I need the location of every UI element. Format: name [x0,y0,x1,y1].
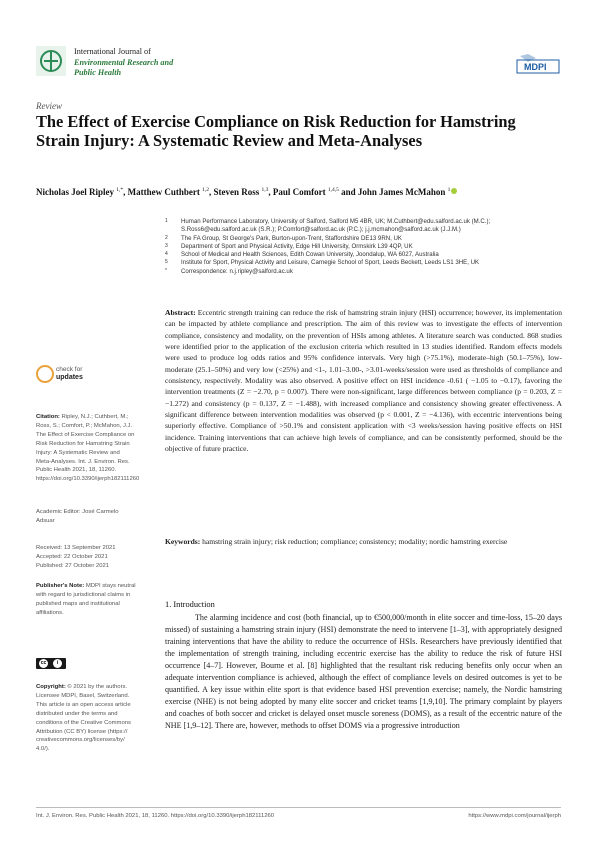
copyright-label: Copyright: [36,684,66,690]
affiliation-number: 4 [165,251,168,258]
author-name[interactable]: Steven Ross [213,187,260,197]
author-separator: , [209,187,212,197]
publisher-note [36,582,136,618]
journal-logo [36,46,66,76]
article-type: Review [36,101,62,111]
publisher-note-text: MDPI stays neutral with regard to jurisdictional claims in published maps and institutional affiliations. [36,583,136,616]
author-sup: 1,2 [202,187,209,193]
footer-divider [36,807,561,808]
article-title: The Effect of Exercise Compliance on Risk Reduction for Hamstring Strain Injury: A Systematic Review and Meta-Analyses [36,112,516,150]
affiliation-text: The FA Group, St George's Park, Burton-upon-Trent, Staffordshire DE13 9RN, UK [181,234,402,242]
published-date: Published: 27 October 2021 [36,562,110,569]
author-name[interactable]: Matthew Cuthbert [127,187,200,197]
check-updates-label [56,366,83,381]
affiliation-item [165,235,565,243]
abstract-label: Abstract: [165,308,196,317]
copyright [36,683,136,754]
check-updates-line2: updates [56,373,83,381]
accepted-date: Accepted: 22 October 2021 [36,553,108,560]
mdpi-logo[interactable] [516,54,560,74]
by-icon: i [53,659,62,668]
affiliation-number: 5 [165,259,168,266]
academic-editor: Academic Editor: José Carmelo Adsuar [36,509,119,524]
affiliation-item [165,243,565,251]
copyright-text: © 2021 by the authors. Licensee MDPI, Basel, Switzerland. This article is an open access article distributed under the terms and conditions of the Creative Commons Attribution (CC BY) license (https:// creativecommons.org/licenses/by/ 4.0/). [36,684,131,753]
affiliation-text: Department of Sport and Physical Activity, Edge Hill University, Ormskirk L39 4QP, UK [181,242,413,250]
affiliation-text: Institute for Sport, Physical Activity and Leisure, Carnegie School of Sport, Leeds Beckett, Leeds LS1 3HE, UK [181,259,480,267]
journal-name-line1: International Journal of [74,47,151,56]
affiliation-number: 3 [165,242,168,249]
footer-citation[interactable]: Int. J. Environ. Res. Public Health 2021, 18, 11260. https://doi.org/10.3390/ijerph182111260 [36,813,275,819]
author-and: and [341,187,356,197]
footer-journal-link[interactable]: https://www.mdpi.com/journal/ijerph [468,813,561,819]
article-dates [36,544,136,571]
introduction-text: The alarming incidence and cost (both financial, up to €500,000/month in elite soccer and time-loss, 15–20 days missed) of sustaining a hamstring strain injury (HSI) demonstrate the need to intervene [1–3], with appropriately designed training interventions that have the ability to reduce the occurrence of HSIs. Researchers have previously identified that the implementation of strength training, including eccentric exercise has the ability to reduce the risk of future HSI occurrence [4–7]. However, Bourne et al. [8] highlighted that the resultant risk reducing benefits only occur when an adequate intervention compliance is achieved, although the effect of compliance levels on desired outcomes is yet to be quantified. A key issue within elite sport is that evidence based HSI prevention exercise; namely, the Nordic hamstring exercise (NHE) is not being adopted by many elite soccer and cricket teams [1,9,10]. The primary complaint by players and coaches of both soccer and cricket is delayed onset muscle soreness (DOMS), as a result of the eccentric nature of the NHE [1,9–12]. There are, however, methods to offset DOMS via a progressive introduction [165,613,562,730]
affiliation-item [165,259,565,267]
keywords-text: hamstring strain injury; risk reduction; compliance; consistency; modality; nordic hamstring exercise [202,537,508,546]
author-sup: 1 [447,187,451,193]
affiliation-item [165,218,565,235]
citation-label: Citation: [36,414,60,420]
section-heading-introduction: 1. Introduction [165,600,215,609]
affiliation-number: 1 [165,218,168,224]
cc-by-license-badge[interactable] [36,658,66,669]
received-date: Received: 13 September 2021 [36,545,116,551]
affiliation-text: School of Medical and Health Sciences, Edith Cowan University, Joondalup, WA 6027, Australia [181,251,439,259]
affiliation-item [165,251,565,259]
keywords [165,536,562,547]
affiliations [165,218,565,276]
author-name[interactable]: Nicholas Joel Ripley [36,187,114,197]
orcid-icon[interactable] [451,188,457,194]
affiliation-text: Human Performance Laboratory, University of Salford, Salford M5 4BR, UK; M.Cuthbert@edu.salford.ac.uk (M.C.); S.Ross6@edu.salford.ac.uk (S.R.); P.Comfort@salford.ac.uk (P.C.); j.j.mcmahon@salford.ac.uk (J.J.M.) [181,218,491,234]
citation-text[interactable]: Ripley, N.J.; Cuthbert, M.; Ross, S.; Comfort, P.; McMahon, J.J. The Effect of Exercise Compliance on Risk Reduction for Hamstring Strain Injury: A Systematic Review and Meta-Analyses. Int. J. Environ. Res. Public Health 2021, 18, 11260. https://doi.org/10.3390/ijerph182111260 [36,414,140,483]
abstract-text: Eccentric strength training can reduce the risk of hamstring strain injury (HSI) occurrence; however, its implementation can be impacted by athlete compliance and prescription. The aim of this review was to investigate the effects of intervention compliance, consistency and modality, on the prevention of HSIs among athletes. A literature search was conducted. 868 studies were identified prior to the application of the exclusion criteria which resulted in 13 studies identified. Random effects models were used to produce log odds ratios and 95% confidence intervals. Very high (>75.1%), moderate–high (50.1–75%), low-moderate (25.1–50%) and very low (<25%) and <1-, 1.01–3.00-, >3.01-weeks/session were used as thresholds of compliance and consistency, respectively. Modality was also observed. A positive effect on HSI incidence -0.61 ( −1.05 to −0.17), favoring the intervention treatments (Z = −2.70, p = 0.007). There were non-significant, large differences between compliance (p = 0.203, Z = −1.272) and consistency (p = 0.137, Z = −1.488), with increased compliance and consistency showing greater effectiveness. A significant difference between intervention modalities was observed (p < 0.001, Z = −4.136), with eccentric interventions being superiorly effective. Compliance of >50.1% and consistent application with <3 weeks/session having positive effects on HSI incidence. Training interventions that can achieve high levels of compliance, and can be consistently performed, should be the objective of future practice. [165,308,562,454]
keywords-label: Keywords: [165,537,201,546]
author-separator: , [268,187,271,197]
journal-logo-icon [36,46,66,76]
abstract [165,307,562,454]
correspondence-text[interactable]: Correspondence: n.j.ripley@salford.ac.uk [181,267,293,275]
cc-icon: cc [40,660,47,666]
author-name[interactable]: John James McMahon [357,187,446,197]
author-sup: 1,* [116,187,124,193]
affiliation-number: 2 [165,234,168,241]
author-list [36,187,566,197]
mdpi-logo-text: MDPI [524,62,547,72]
journal-name-line2: Environmental Research and Public Health [74,58,174,77]
author-name[interactable]: Paul Comfort [272,187,326,197]
check-for-updates-button[interactable] [36,365,116,387]
author-separator: , [123,187,126,197]
author-sup: 1,3 [261,187,269,193]
correspondence [165,268,565,276]
check-updates-icon [36,365,54,383]
author-sup: 1,4,5 [327,187,339,193]
check-updates-line1: check for [56,366,83,373]
affiliation-number: * [165,267,167,274]
publisher-note-label: Publisher's Note: [36,583,85,589]
citation [36,413,140,484]
